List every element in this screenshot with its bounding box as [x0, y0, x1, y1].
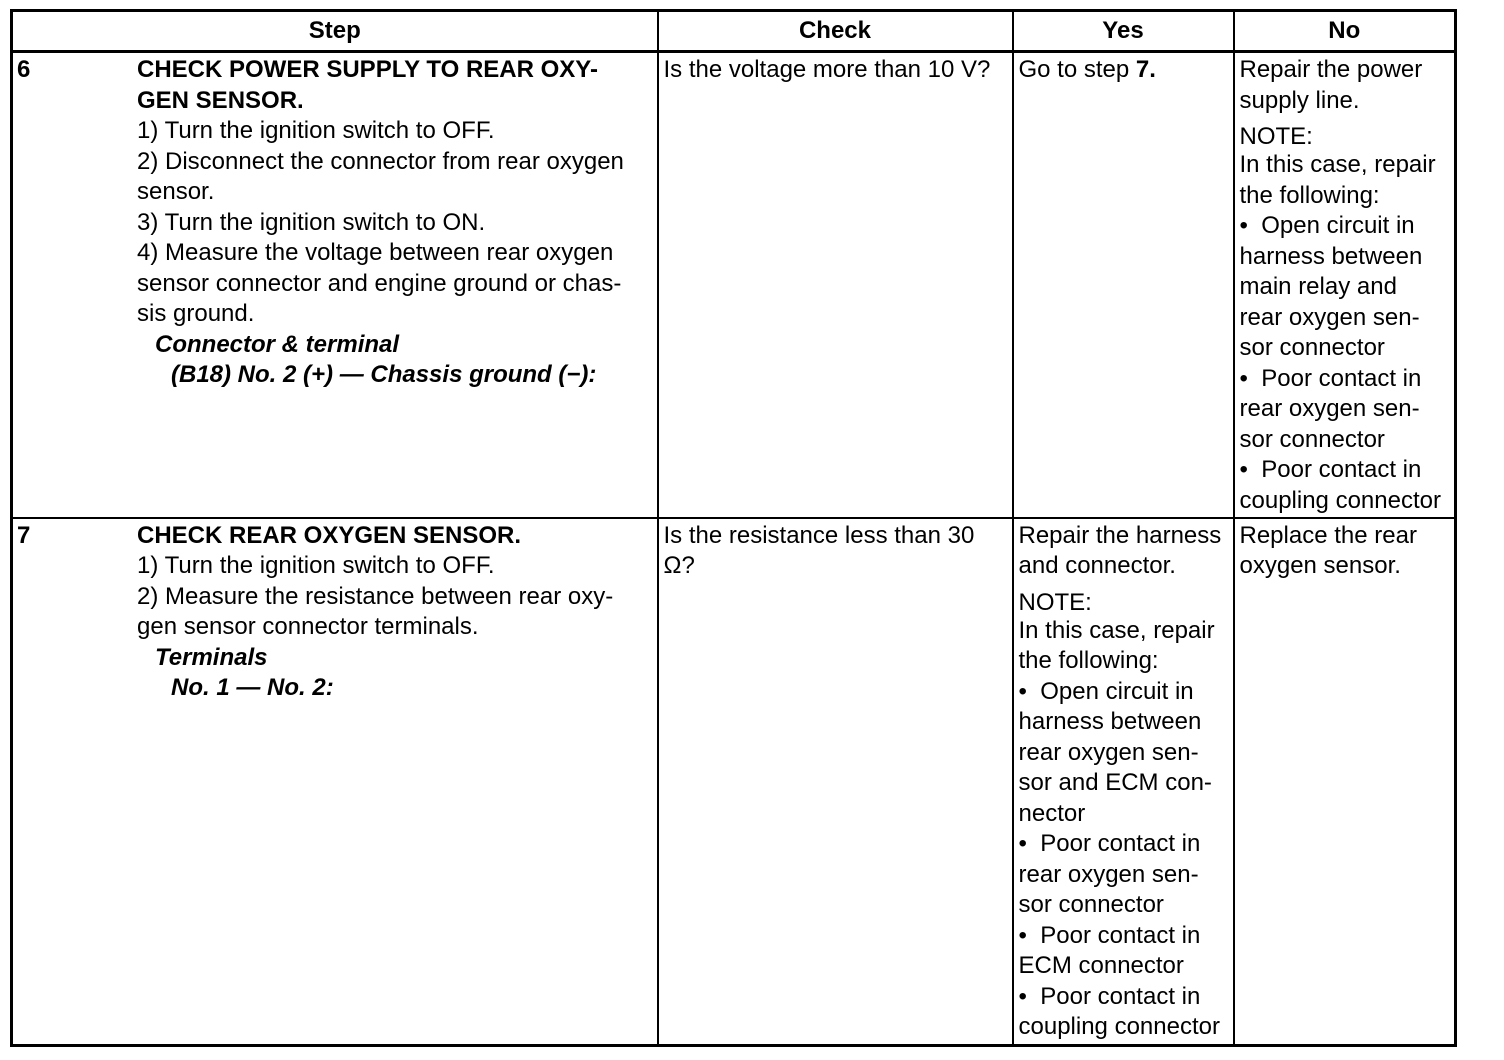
- spec-heading: Terminals: [155, 643, 268, 671]
- note-text: the following:: [1018, 647, 1159, 674]
- bullet-text: rear oxygen sen-: [1239, 303, 1420, 331]
- bullet-text: main relay and: [1239, 273, 1397, 300]
- instruction-line: sensor.: [137, 178, 215, 205]
- instruction-line: sensor connector and engine ground or chas-: [137, 269, 622, 297]
- step-body: [137, 53, 657, 391]
- step-cell: [12, 52, 658, 518]
- header-step: Step: [12, 11, 658, 52]
- check-text: Is the voltage more than 10 V?: [663, 56, 991, 83]
- bullet-text: rear oxygen sen-: [1018, 860, 1199, 888]
- bullet-text: sor connector: [1239, 334, 1385, 361]
- bullet-item: • Open circuit in: [1019, 677, 1229, 708]
- bullet-item: • Poor contact in: [1019, 921, 1229, 952]
- bullet-item: • Poor contact in: [1019, 982, 1229, 1013]
- bullet-text: rear oxygen sen-: [1018, 738, 1199, 766]
- yes-prefix: Go to step: [1018, 56, 1136, 83]
- step-title-line: GEN SENSOR.: [137, 86, 304, 114]
- check-cell: [658, 518, 1013, 1046]
- bullet-text: rear oxygen sen-: [1239, 395, 1420, 422]
- bullet-item: • Poor contact in: [1240, 455, 1451, 486]
- bullet-text: ECM connector: [1018, 952, 1184, 979]
- instruction-line: 4) Measure the voltage between rear oxygen: [137, 239, 614, 266]
- bullet-item: • Poor contact in: [1019, 829, 1229, 860]
- step-cell: [12, 518, 658, 1046]
- step-number: 6: [17, 56, 31, 83]
- instruction-line: 2) Disconnect the connector from rear oxygen: [137, 147, 624, 175]
- yes-cell: [1013, 52, 1234, 518]
- spec-value: No. 1 — No. 2:: [171, 674, 334, 701]
- no-cell: [1234, 52, 1456, 518]
- header-check: Check: [658, 11, 1013, 52]
- bullet-text: sor and ECM con-: [1018, 769, 1212, 796]
- yes-text: Repair the harness: [1018, 521, 1222, 549]
- note-text: In this case, repair: [1018, 616, 1215, 644]
- note-label: NOTE:: [1018, 588, 1092, 616]
- check-text: Is the resistance less than 30: [663, 521, 975, 549]
- no-text: oxygen sensor.: [1239, 552, 1401, 579]
- diagnostic-table: [10, 9, 1457, 1047]
- bullet-text: coupling connector: [1239, 486, 1441, 514]
- step-reference: 7.: [1135, 56, 1156, 83]
- note-text: the following:: [1239, 181, 1380, 209]
- check-cell: [658, 52, 1013, 518]
- yes-text: [1014, 53, 1233, 86]
- instruction-line: sis ground.: [137, 300, 255, 327]
- no-cell: [1234, 518, 1456, 1046]
- header-no: No: [1234, 11, 1456, 52]
- spec-heading: Connector & terminal: [155, 330, 400, 358]
- no-text: Repair the power: [1239, 56, 1423, 83]
- note-text: In this case, repair: [1239, 151, 1436, 178]
- step-body: [137, 519, 657, 704]
- yes-text: and connector.: [1018, 552, 1176, 579]
- bullet-text: nector: [1018, 799, 1086, 827]
- instruction-line: 3) Turn the ignition switch to ON.: [137, 208, 486, 236]
- no-text: supply line.: [1239, 86, 1360, 114]
- header-yes: Yes: [1013, 11, 1234, 52]
- bullet-text: sor connector: [1018, 891, 1164, 918]
- no-text: Replace the rear: [1239, 521, 1417, 549]
- bullet-text: sor connector: [1239, 425, 1385, 453]
- bullet-text: harness between: [1239, 242, 1423, 270]
- instruction-line: 2) Measure the resistance between rear oxy-: [137, 582, 614, 610]
- check-text: Ω?: [663, 552, 695, 579]
- step-title-line: CHECK REAR OXYGEN SENSOR.: [137, 521, 522, 549]
- instruction-line: 1) Turn the ignition switch to OFF.: [137, 552, 495, 579]
- table-row: [12, 52, 1456, 518]
- note-label: NOTE:: [1239, 123, 1313, 150]
- table-row: [12, 518, 1456, 1046]
- step-number: 7: [17, 521, 31, 549]
- instruction-line: 1) Turn the ignition switch to OFF.: [137, 117, 495, 144]
- header-row: [12, 11, 1456, 52]
- bullet-text: coupling connector: [1018, 1013, 1220, 1040]
- yes-cell: [1013, 518, 1234, 1046]
- spec-value: (B18) No. 2 (+) — Chassis ground (−):: [171, 361, 597, 388]
- bullet-item: • Poor contact in: [1240, 364, 1451, 395]
- step-title-line: CHECK POWER SUPPLY TO REAR OXY-: [137, 56, 598, 83]
- bullet-item: • Open circuit in: [1240, 211, 1451, 242]
- instruction-line: gen sensor connector terminals.: [137, 613, 479, 640]
- bullet-text: harness between: [1018, 708, 1202, 735]
